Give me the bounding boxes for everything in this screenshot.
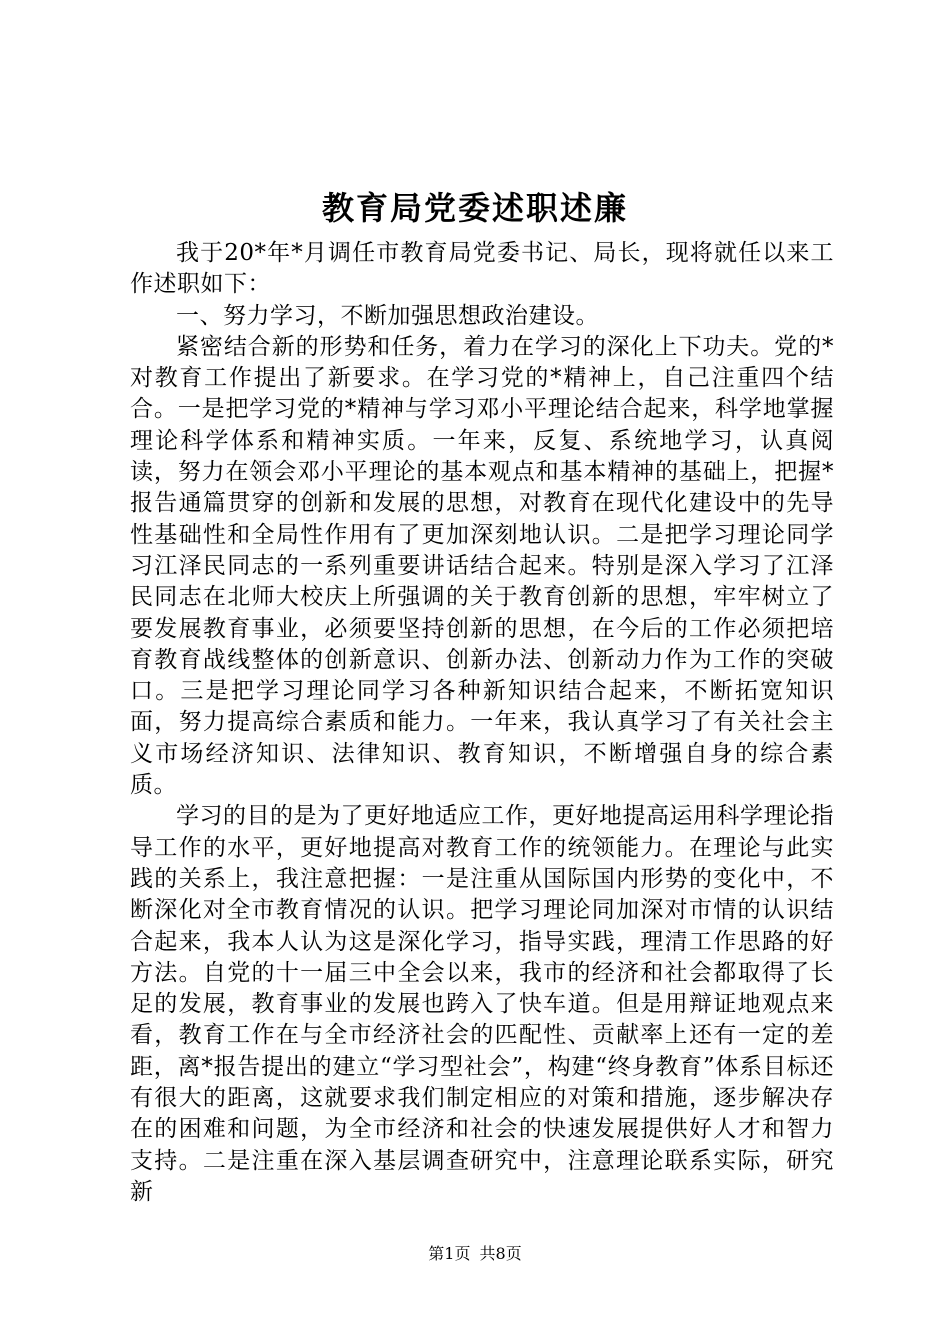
page-total: 共8页	[479, 1244, 522, 1263]
document-title: 教育局党委述职述廉	[321, 189, 628, 227]
paragraph-intro: 我于20*年*月调任市教育局党委书记、局长，现将就任以来工作述职如下：	[130, 240, 834, 298]
paragraph-study: 紧密结合新的形势和任务，着力在学习的深化上下功夫。党的*对教育工作提出了新要求。在学习党的*精神上，自己注重四个结合。一是把学习党的*精神与学习邓小平理论结合起来，科学地掌握理论科学体系和精神实质。一年来，反复、系统地学习，认真阅读，努力在领会邓小平理论的基本观点和基本精神的基础上，把握*报告通篇贯穿的创新和发展的思想，对教育在现代化建设中的先导性基础性和全局性作用有了更加深刻地认识。二是把学习理论同学习江泽民同志的一系列重要讲话结合起来。特别是深入学习了江泽民同志在北师大校庆上所强调的关于教育创新的思想，牢牢树立了要发展教育事业，必须要坚持创新的思想，在今后的工作必须把培育教育战线整体的创新意识、创新办法、创新动力作为工作的突破口。三是把学习理论同学习各种新知识结合起来，不断拓宽知识面，努力提高综合素质和能力。一年来，我认真学习了有关社会主义市场经济知识、法律知识、教育知识，不断增强自身的综合素质。	[130, 333, 834, 799]
paragraph-section-heading: 一、努力学习，不断加强思想政治建设。	[176, 302, 599, 329]
page-footer	[0, 1243, 950, 1265]
page-number: 第1页	[428, 1244, 471, 1263]
document-body	[130, 238, 834, 1208]
paragraph-practice: 学习的目的是为了更好地适应工作，更好地提高运用科学理论指导工作的水平，更好地提高对教育工作的统领能力。在理论与此实践的关系上，我注意把握：一是注重从国际国内形势的变化中，不断深化对全市教育情况的认识。把学习理论同加深对市情的认识结合起来，我本人认为这是深化学习，指导实践，理清工作思路的好方法。自党的十一届三中全会以来，我市的经济和社会都取得了长足的发展，教育事业的发展也跨入了快车道。但是用辩证地观点来看，教育工作在与全市经济社会的匹配性、贡献率上还有一定的差距，离*报告提出的建立“学习型社会”，构建“终身教育”体系目标还有很大的距离，这就要求我们制定相应的对策和措施，逐步解决存在的困难和问题，为全市经济和社会的快速发展提供好人才和智力支持。二是注重在深入基层调查研究中，注意理论联系实际，研究新	[130, 803, 834, 1205]
